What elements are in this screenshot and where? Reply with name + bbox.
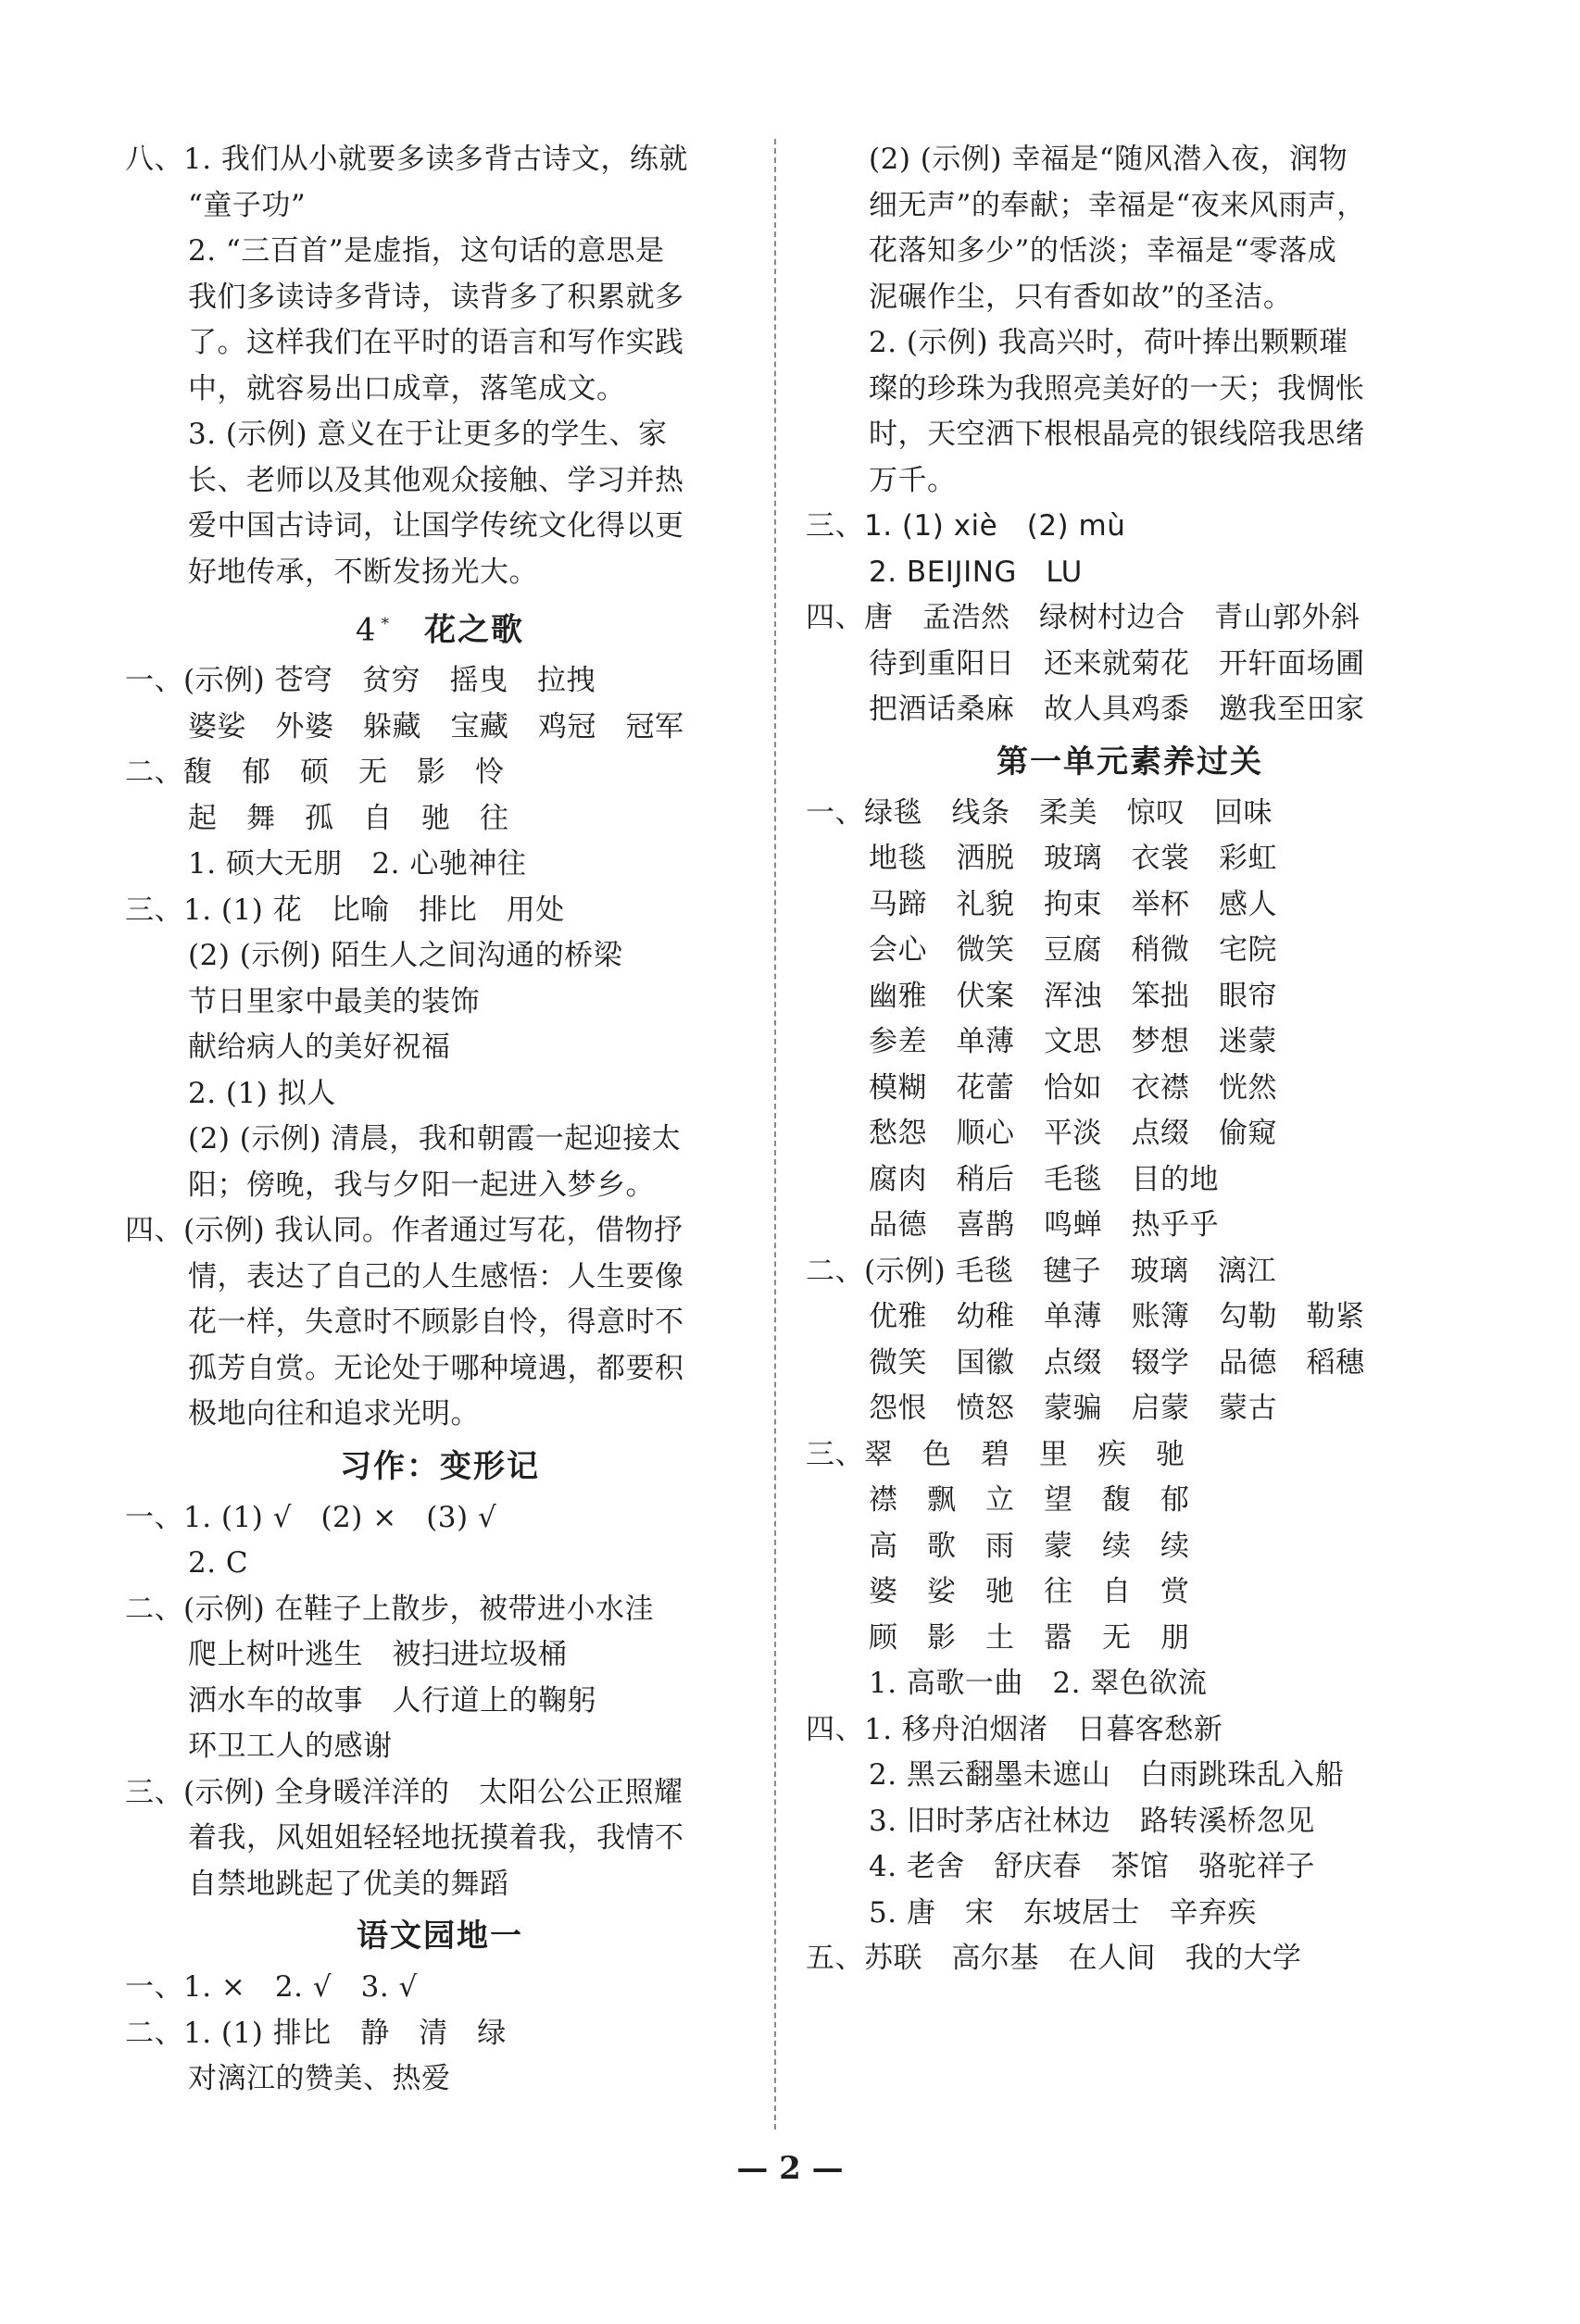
answer-line: 四、唐 孟浩然 绿树村边合 青山郭外斜 xyxy=(806,601,1361,634)
answer-line: 婆 娑 驰 往 自 赏 xyxy=(869,1575,1190,1608)
answer-line: 八、1. 我们从小就要多读多背古诗文，练就 xyxy=(125,143,688,176)
answer-line: 四、1. 移舟泊烟渚 日暮客愁新 xyxy=(806,1712,1223,1746)
answer-line: (2) (示例) 清晨，我和朝霞一起迎接太 xyxy=(188,1122,682,1156)
answer-line: 模糊 花蕾 恰如 衣襟 恍然 xyxy=(869,1070,1277,1105)
answer-line: 孤芳自赏。无论处于哪种境遇，都要积 xyxy=(188,1351,684,1385)
section-heading-text: 第一单元素养过关 xyxy=(997,743,1263,781)
section-heading-text: 语文园地一 xyxy=(357,1918,523,1955)
answer-line: 待到重阳日 还来就菊花 开轩面场圃 xyxy=(869,646,1365,681)
answer-line: 着我，风姐姐轻轻地抚摸着我，我情不 xyxy=(188,1821,684,1855)
answer-line: 细无声”的奉献；幸福是“夜来风雨声， xyxy=(869,188,1366,222)
answer-line: 一、1. (1) √ (2) × (3) √ xyxy=(125,1500,497,1534)
answer-line: 襟 飘 立 望 馥 郁 xyxy=(869,1483,1190,1517)
answer-line: 怨恨 愤怒 蒙骗 启蒙 蒙古 xyxy=(869,1392,1277,1425)
page-number: — 2 — xyxy=(736,2150,844,2187)
answer-line: 花一样，失意时不顾影自怜，得意时不 xyxy=(188,1306,684,1340)
answer-line: 地毯 洒脱 玻璃 衣裳 彩虹 xyxy=(869,842,1277,875)
answer-line: 自禁地跳起了优美的舞蹈 xyxy=(188,1867,509,1901)
answer-line: 4. 老舍 舒庆春 茶馆 骆驼祥子 xyxy=(869,1850,1315,1883)
answer-line: 我们多读诗多背诗，读背多了积累就多 xyxy=(188,280,684,314)
answer-line: 马蹄 礼貌 拘束 举杯 感人 xyxy=(869,887,1277,921)
answer-line: 一、1. × 2. √ 3. √ xyxy=(125,1970,418,2005)
answer-line: 一、绿毯 线条 柔美 惊叹 回味 xyxy=(806,795,1273,830)
answer-line: 二、(示例) 在鞋子上散步，被带进小水洼 xyxy=(125,1592,655,1626)
answer-line: 3. (示例) 意义在于让更多的学生、家 xyxy=(188,418,668,451)
section-heading xyxy=(806,733,1454,791)
answer-line: 献给病人的美好祝福 xyxy=(188,1031,451,1065)
answer-line: 一、(示例) 苍穹 贫穷 摇曳 拉拽 xyxy=(125,664,596,698)
section-heading xyxy=(125,1907,755,1965)
answer-line: 三、1. (1) xiè (2) mù xyxy=(806,509,1126,543)
answer-line: 微笑 国徽 点缀 辍学 品德 稻穗 xyxy=(869,1345,1365,1380)
answer-line: 品德 喜鹊 鸣蝉 热乎乎 xyxy=(869,1208,1219,1242)
lesson-mark: * xyxy=(381,615,392,633)
answer-line: 2. 黑云翻墨未遮山 白雨跳珠乱入船 xyxy=(869,1758,1345,1792)
answer-line: 万千。 xyxy=(869,463,957,497)
answer-line: 爬上树叶逃生 被扫进垃圾桶 xyxy=(188,1638,568,1672)
answer-line: 愁怨 顺心 平淡 点缀 偷窥 xyxy=(869,1117,1277,1150)
answer-line: 对漓江的赞美、热爱 xyxy=(188,2062,451,2096)
answer-line: 花落知多少”的恬淡；幸福是“零落成 xyxy=(869,234,1337,268)
answer-line: 2. BEIJING LU xyxy=(869,555,1083,589)
answer-line: 节日里家中最美的装饰 xyxy=(188,984,480,1018)
answer-line: 二、(示例) 毛毯 毽子 玻璃 漓江 xyxy=(806,1254,1277,1288)
answer-line: 腐肉 稍后 毛毯 目的地 xyxy=(869,1162,1219,1196)
answer-line: 中，就容易出口成章，落笔成文。 xyxy=(188,371,626,406)
answer-line: 好地传承，不断发扬光大。 xyxy=(188,555,538,589)
answer-line: 优雅 幼稚 单薄 账簿 勾勒 勒紧 xyxy=(869,1300,1365,1333)
answer-line: 5. 唐 宋 东坡居士 辛弃疾 xyxy=(869,1895,1257,1930)
section-heading-text: 花之歌 xyxy=(424,611,525,649)
answer-line: 把酒话桑麻 故人具鸡黍 邀我至田家 xyxy=(869,693,1365,726)
answer-line: 四、(示例) 我认同。作者通过写花，借物抒 xyxy=(125,1214,683,1248)
section-heading-text: 习作：变形记 xyxy=(340,1447,540,1485)
answer-line: 阳；傍晚，我与夕阳一起进入梦乡。 xyxy=(188,1168,655,1202)
answer-line: 2. C xyxy=(188,1546,249,1581)
answer-line: 三、翠 色 碧 里 疾 驰 xyxy=(806,1437,1185,1471)
answer-line: 2. (1) 拟人 xyxy=(188,1076,336,1110)
lesson-number: 4 xyxy=(355,611,378,649)
answer-line: 璨的珍珠为我照亮美好的一天；我惆怅 xyxy=(869,371,1365,406)
answer-line: 洒水车的故事 人行道上的鞠躬 xyxy=(188,1683,596,1718)
right-column xyxy=(806,137,1454,1982)
answer-line: 2. “三百首”是虚指，这句话的意思是 xyxy=(188,234,665,268)
answer-line: 情，表达了自己的人生感悟：人生要像 xyxy=(188,1259,684,1293)
answer-line: 起 舞 孤 自 驰 往 xyxy=(188,801,509,835)
answer-line: 三、(示例) 全身暖洋洋的 太阳公公正照耀 xyxy=(125,1775,683,1809)
answer-line: 二、馥 郁 硕 无 影 怜 xyxy=(125,756,505,790)
answer-line: 极地向往和追求光明。 xyxy=(188,1397,480,1431)
answer-line: 参差 单薄 文思 梦想 迷蒙 xyxy=(869,1025,1277,1058)
answer-line: 长、老师以及其他观众接触、学习并热 xyxy=(188,463,684,497)
answer-line: 三、1. (1) 花 比喻 排比 用处 xyxy=(125,893,565,927)
answer-line: 泥碾作尘，只有香如故”的圣洁。 xyxy=(869,280,1293,314)
section-heading xyxy=(125,595,755,658)
answer-line: 顾 影 土 嚣 无 朋 xyxy=(869,1620,1190,1655)
answer-line: 了。这样我们在平时的语言和写作实践 xyxy=(188,326,684,359)
answer-line: 3. 旧时茅店社林边 路转溪桥忽见 xyxy=(869,1804,1315,1838)
answer-line: “童子功” xyxy=(188,188,307,222)
answer-line: 会心 微笑 豆腐 稍微 宅院 xyxy=(869,933,1277,967)
answer-line: (2) (示例) 陌生人之间沟通的桥梁 xyxy=(188,939,623,973)
answer-line: 1. 高歌一曲 2. 翠色欲流 xyxy=(869,1667,1208,1700)
column-divider xyxy=(774,139,776,2130)
answer-line: 高 歌 雨 蒙 续 续 xyxy=(869,1529,1190,1563)
section-heading xyxy=(125,1438,755,1495)
answer-line: 五、苏联 高尔基 在人间 我的大学 xyxy=(806,1942,1302,1975)
answer-line: 1. 硕大无朋 2. 心驰神往 xyxy=(188,847,527,881)
answer-line: 二、1. (1) 排比 静 清 绿 xyxy=(125,2016,507,2050)
answer-line: 婆娑 外婆 躲藏 宝藏 鸡冠 冠军 xyxy=(188,709,684,743)
answer-line: 2. (示例) 我高兴时，荷叶捧出颗颗璀 xyxy=(869,326,1348,359)
answer-line: (2) (示例) 幸福是“随风潜入夜，润物 xyxy=(869,143,1348,176)
left-column xyxy=(125,137,755,2103)
answer-line: 环卫工人的感谢 xyxy=(188,1730,393,1764)
answer-line: 爱中国古诗词，让国学传统文化得以更 xyxy=(188,509,684,543)
answer-line: 幽雅 伏案 浑浊 笨拙 眼帘 xyxy=(869,979,1277,1013)
answer-line: 时，天空洒下根根晶亮的银线陪我思绪 xyxy=(869,418,1365,451)
